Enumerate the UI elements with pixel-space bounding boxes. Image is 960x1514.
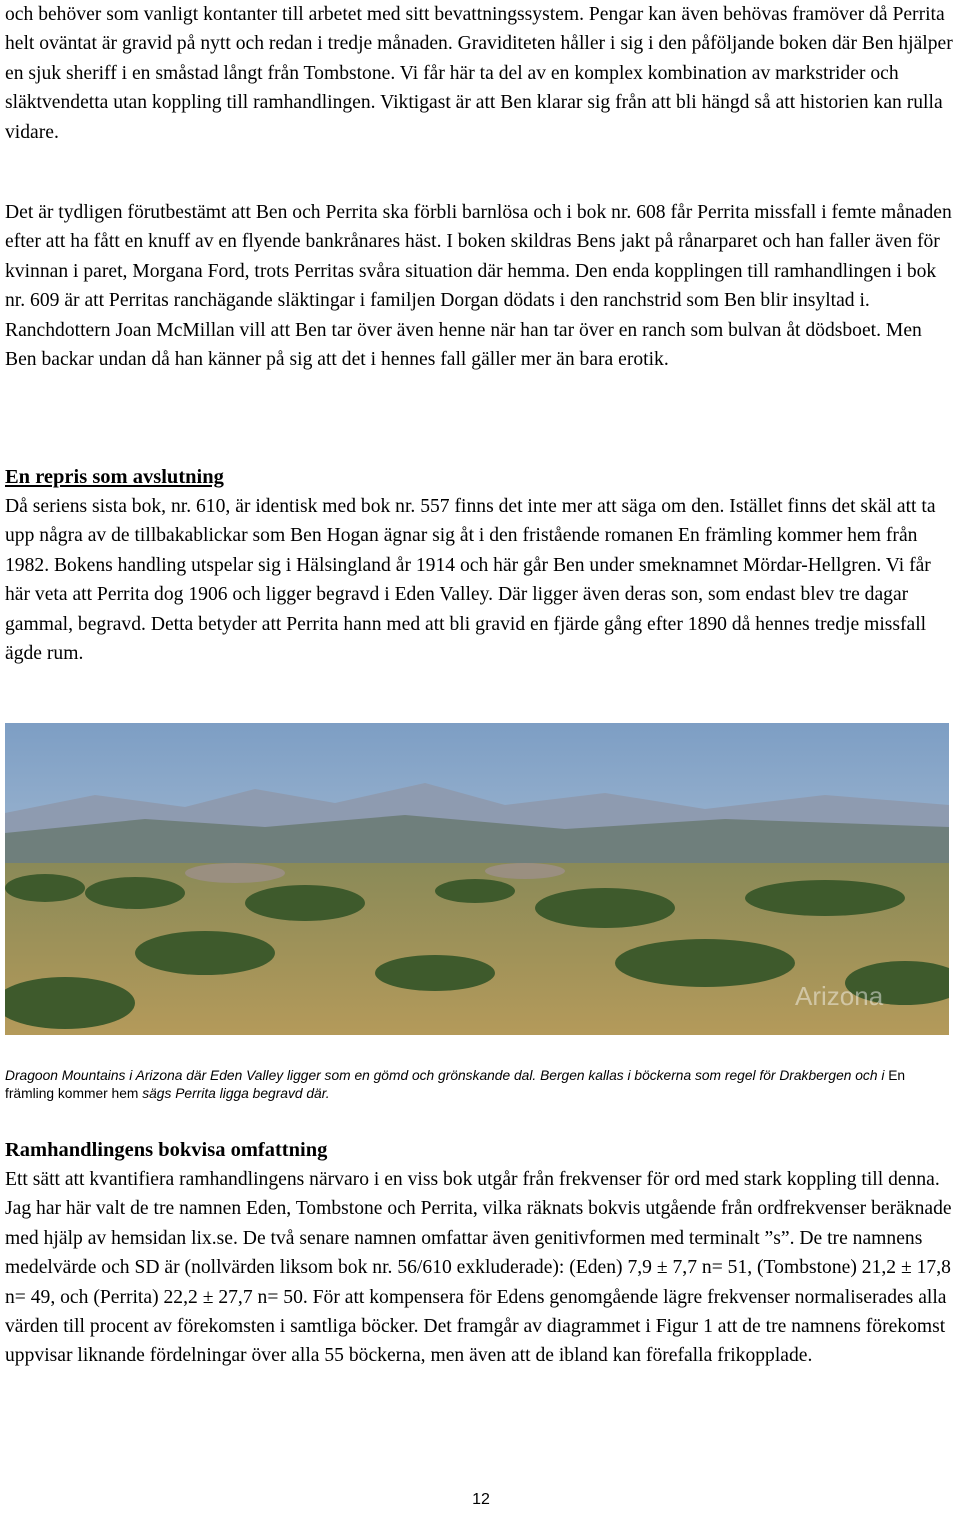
section-heading-reprise: En repris som avslutning xyxy=(5,466,224,488)
caption-book-title: En främling kommer hem xyxy=(5,1068,906,1101)
landscape-photo xyxy=(5,723,949,1035)
page-number: 12 xyxy=(472,1491,490,1508)
caption-text: Dragoon Mountains i Arizona där Eden Valley ligger som en gömd och grönskande dal. Bergen kallas i böckerna som regel för Drakbergen och i xyxy=(5,1068,889,1083)
paragraph-1: och behöver som vanligt kontanter till arbetet med sitt bevattningssystem. Pengar kan även behövas framöver då Perrita helt oväntat är gravid på nytt och redan i tredje månaden. Graviditeten håller i sig i den påföljande boken där Ben hjälper en sjuk sheriff i en småstad långt från Tombstone. Vi får här ta del av en komplex kombination av markstrider och släktvendetta utan koppling till ramhandlingen. Viktigast är att Ben klarar sig från att bli hängd så att historien kan rulla vidare. xyxy=(5,4,953,143)
section-heading-scope: Ramhandlingens bokvisa omfattning xyxy=(5,1139,328,1161)
caption-text-end: sägs Perrita ligga begravd där. xyxy=(138,1086,330,1101)
photo-watermark: Arizona xyxy=(795,981,884,1011)
photo-caption xyxy=(5,1067,957,1103)
paragraph-3: Då seriens sista bok, nr. 610, är identisk med bok nr. 557 finns det inte mer att säga om den. Istället finns det skäl att ta upp några av de tillbakablickar som Ben Hogan ägnar sig åt i den fristående romanen En främling kommer hem från 1982. Bokens handling utspelar sig i Hälsingland år 1914 och här går Ben under smeknamnet Mördar-Hellgren. Vi får här veta att Perrita dog 1906 och ligger begravd i Eden Valley. Där ligger även deras son, som endast blev tre dagar gammal, begravd. Detta betyder att Perrita hann med att bli gravid en fjärde gång efter 1890 då hennes tredje missfall ägde rum. xyxy=(5,496,936,665)
paragraph-4: Ett sätt att kvantifiera ramhandlingens närvaro i en viss bok utgår från frekvenser för ord med stark koppling till denna. Jag har här valt de tre namnen Eden, Tombstone och Perrita, vilka räknats bokvis utgående från ordfrekvenser beräknade med hjälp av hemsidan lix.se. De två senare namnen omfattar även genitivformen med terminalt ”s”. De tre namnens medelvärde och SD är (nollvärden liksom bok nr. 56/610 exkluderade): (Eden) 7,9 ± 7,7 n= 51, (Tombstone) 21,2 ± 17,8 n= 49, och (Perrita) 22,2 ± 27,7 n= 50. För att kompensera för Edens genomgående lägre frekvenser normaliserades alla värden till procent av förekomsten i samtliga böcker. Det framgår av diagrammet i Figur 1 att de tre namnens förekomst uppvisar liknande fördelningar över alla 55 böckerna, men även att de ibland kan förefalla frikopplade. xyxy=(5,1169,952,1367)
paragraph-2: Det är tydligen förutbestämt att Ben och Perrita ska förbli barnlösa och i bok nr. 608 får Perrita missfall i femte månaden efter att ha fått en knuff av en flyende bankrånares häst. I boken skildras Bens jakt på rånarparet och han faller även för kvinnan i paret, Morgana Ford, trots Perritas svåra situation där hemma. Den enda kopplingen till ramhandlingen i bok nr. 609 är att Perritas ranchägande släktingar i familjen Dorgan dödats i den ranchstrid som Ben blir insyltad i. Ranchdottern Joan McMillan vill att Ben tar över även henne när han tar över en ranch som bulvan åt dödsboet. Men Ben backar undan då han känner på sig att det i hennes fall gäller mer än bara erotik. xyxy=(5,202,952,371)
